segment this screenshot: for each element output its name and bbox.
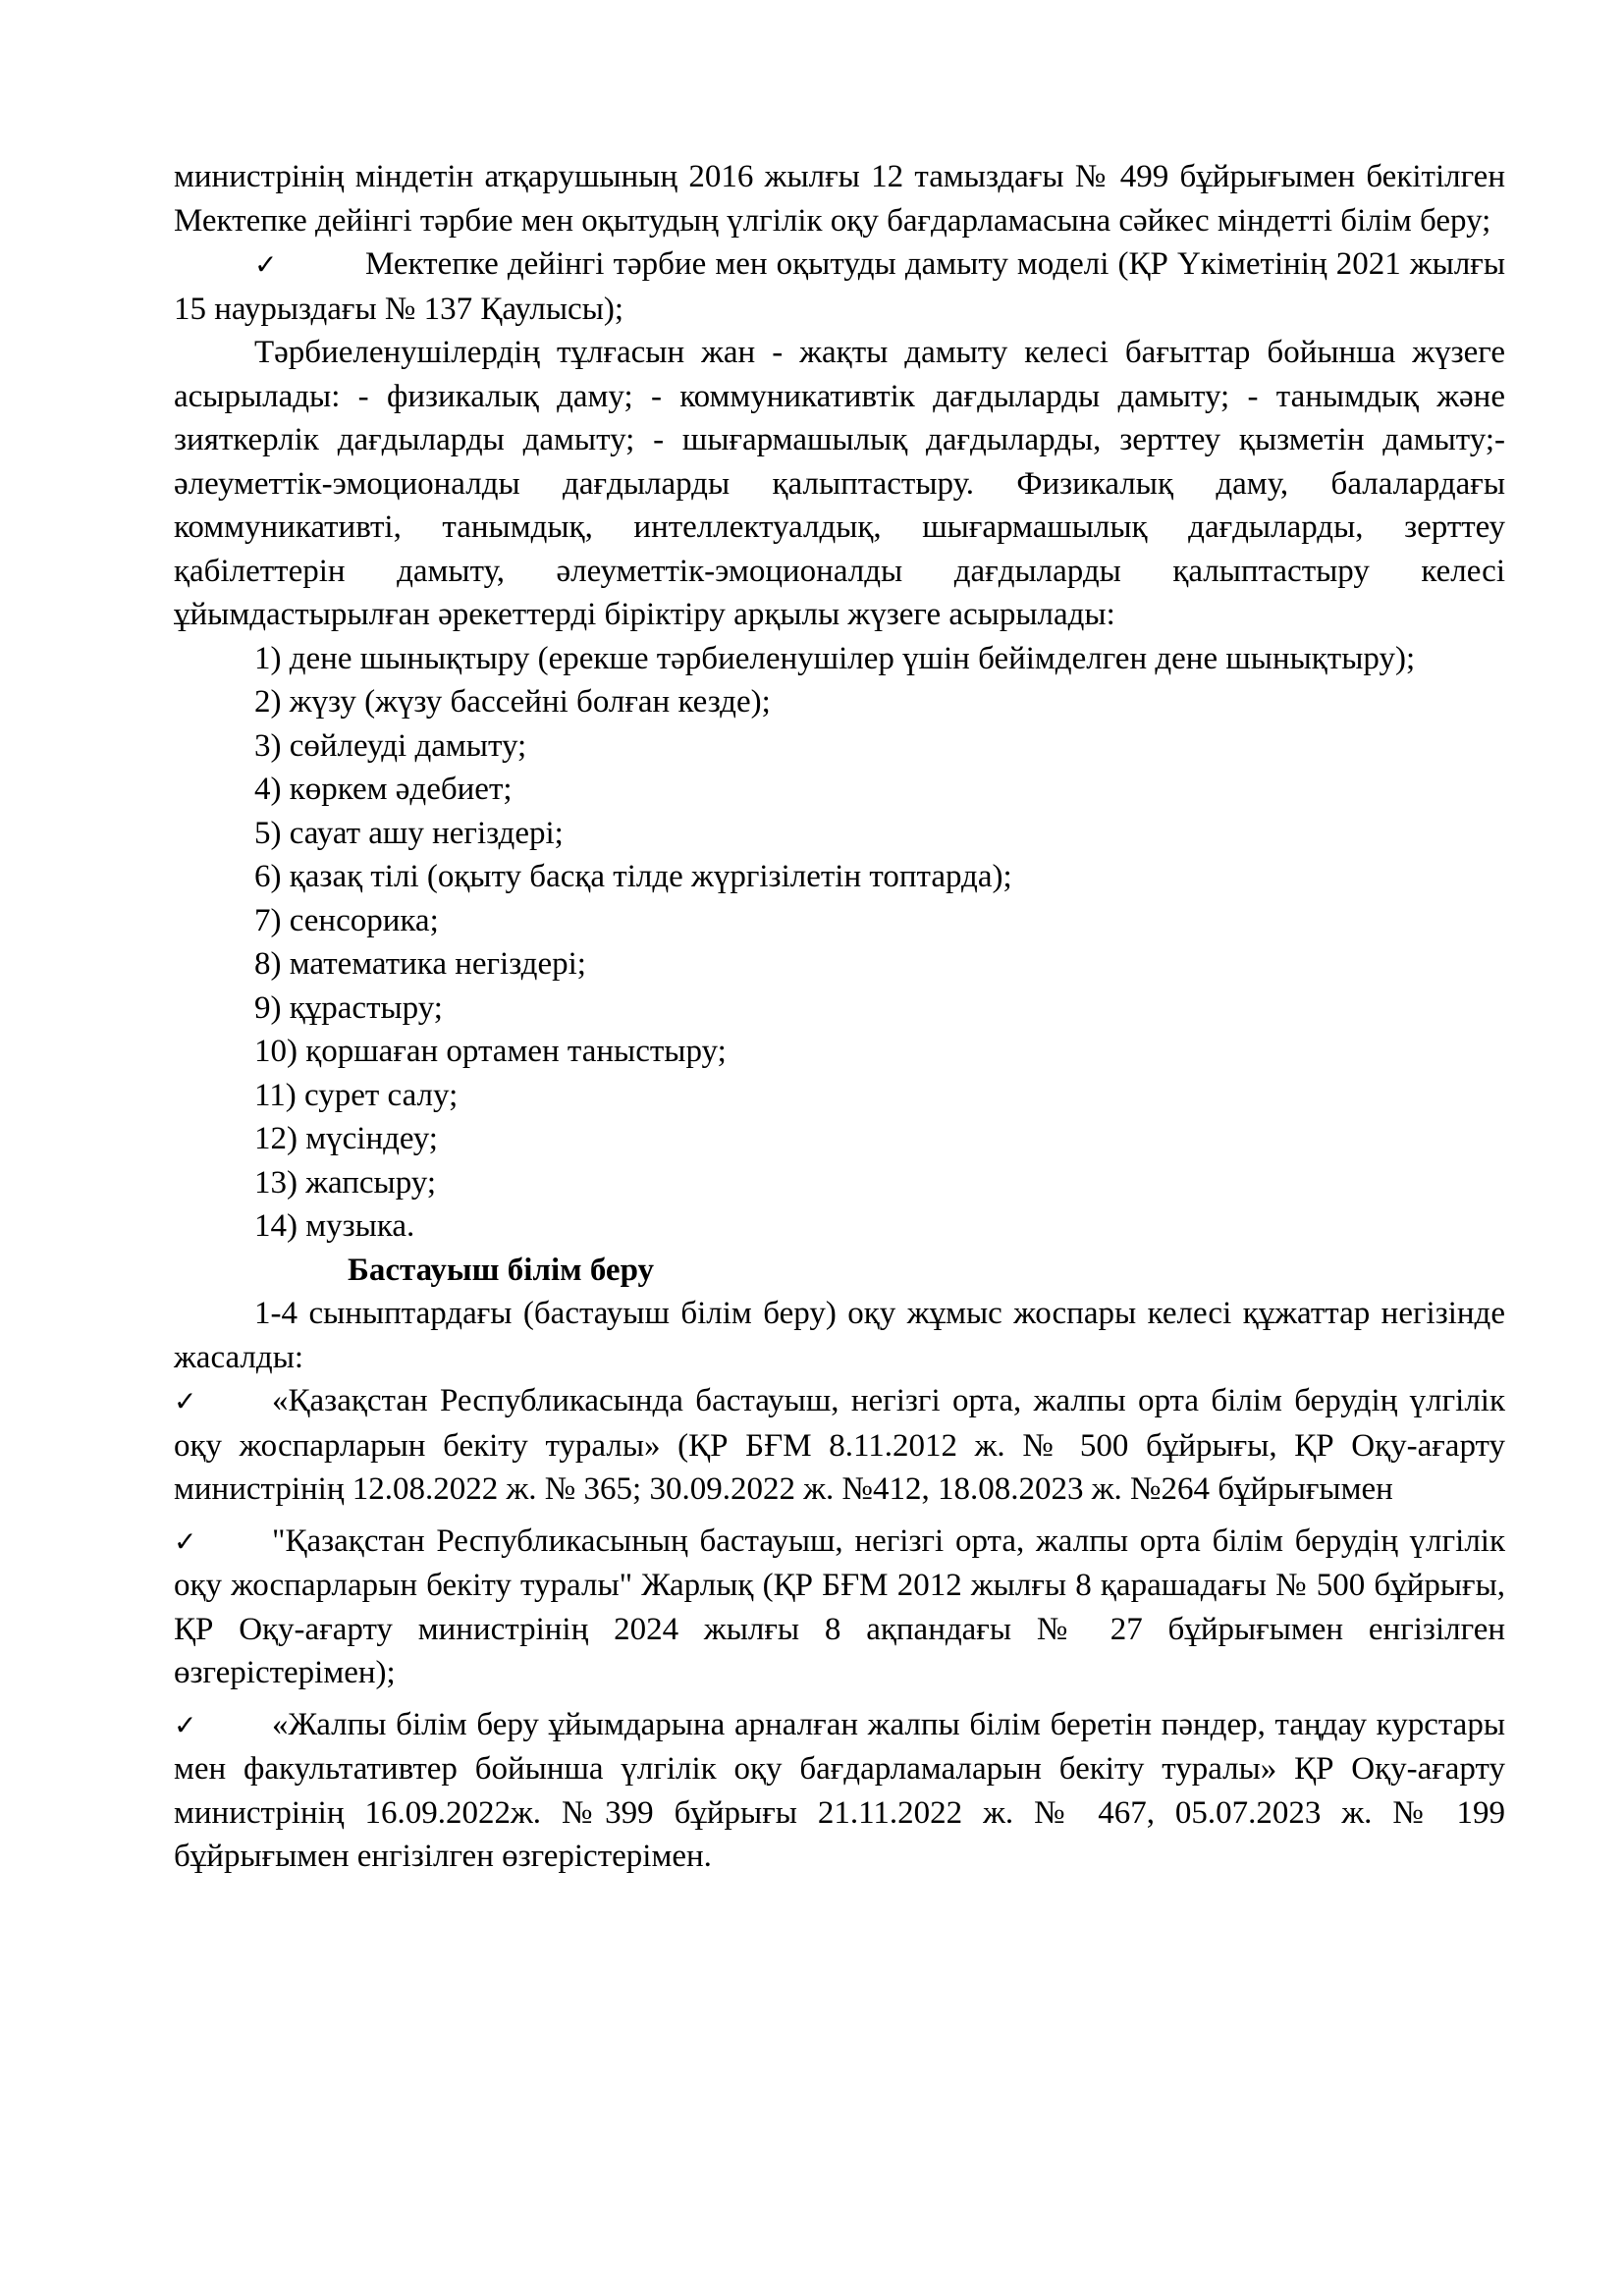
check-list-item [174,242,1505,331]
activity-item: 3) сөйлеуді дамыту; [254,727,527,764]
activity-item: 4) көркем әдебиет; [254,772,513,807]
activity-item: 14) музыка. [254,1208,415,1244]
check-item-text: «Қазақстан Республикасында бастауыш, негізгі орта, жалпы орта білім берудің үлгілік оқу жоспарларын бекіту туралы» (ҚР БҒМ 8.11.2012 ж. № 500 бұйрығы, ҚР Оқу-ағарту министрінің 12.08.2022 ж. № 365; 30.09.2022 ж. №412, 18.08.2023 ж. №264 бұйрығымен [174,1383,1505,1507]
activity-item: 5) сауат ашу негіздері; [254,815,564,851]
intro-paragraph: министрінің міндетін атқарушының 2016 жылғы 12 тамыздағы № 499 бұйрығымен бекітілген Мектепке дейінгі тәрбие мен оқытудың үлгілік оқу бағдарламасына сәйкес міндетті білім беру; [174,159,1505,239]
checkmark-icon: ✓ [174,1524,197,1558]
activity-item: 12) мүсіндеу; [254,1121,438,1156]
activity-item: 2) жүзу (жүзу бассейні болған кезде); [254,684,771,720]
activity-item: 1) дене шынықтыру (ерекше тәрбиеленушілер үшін бейімделген дене шынықтыру); [254,640,1416,676]
activity-item: 8) математика негіздері; [254,946,586,982]
activity-item: 7) сенсорика; [254,902,439,938]
activity-item: 11) сурет салу; [254,1077,459,1113]
section-heading: Бастауыш білім беру [348,1252,654,1288]
activity-item: 9) құрастыру; [254,989,443,1026]
check-item-text: "Қазақстан Республикасының бастауыш, негізгі орта, жалпы орта білім берудің үлгілік оқу жоспарларын бекіту туралы" Жарлық (ҚР БҒМ 2012 жылғы 8 қарашадағы № 500 бұйрығы, ҚР Оқу-ағарту министрінің 2024 жылғы 8 ақпандағы № 27 бұйрығымен енгізілген өзгерістерімен); [174,1522,1505,1690]
check-list-item [174,1520,1505,1695]
checkmark-icon: ✓ [174,1708,197,1741]
check-list-item [174,1703,1505,1879]
development-paragraph: Тәрбиеленушілердің тұлғасын жан - жақты дамыту келесі бағыттар бойынша жүзеге асырылады: - физикалық даму; - коммуникативтік дағдыларды дамыту; - танымдық және зияткерлік дағдыларды дамыту; - шығармашылық дағдыларды, зерттеу қызметін дамыту;-әлеуметтік-эмоционалды дағдыларды қалыптастыру. Физикалық даму, балалардағы коммуникативті, танымдық, интеллектуалдық, шығармашылық дағдыларды, зерттеу қабілеттерін дамыту, әлеуметтік-эмоционалды дағдыларды қалыптастыру келесі ұйымдастырылған әрекеттерді біріктіру арқылы жүзеге асырылады: [174,335,1505,632]
activity-item: 10) қоршаған ортамен таныстыру; [254,1034,727,1069]
check-item-text: «Жалпы білім беру ұйымдарына арналған жалпы білім беретін пәндер, таңдау курстары мен факультативтер бойынша үлгілік оқу бағдарламаларын бекіту туралы» ҚР Оқу-ағарту министрінің 16.09.2022ж. №399 бұйрығы 21.11.2022 ж. № 467, 05.07.2023 ж. № 199 бұйрығымен енгізілген өзгерістерімен. [174,1706,1505,1874]
primary-intro-paragraph: 1-4 сыныптардағы (бастауыш білім беру) оқу жұмыс жоспары келесі құжаттар негізінде жасалды: [174,1296,1505,1375]
checkmark-icon: ✓ [254,248,278,281]
activity-item: 6) қазақ тілі (оқыту басқа тілде жүргізілетін топтарда); [254,859,1012,894]
checkmark-icon: ✓ [174,1385,197,1417]
check-item-text: Мектепке дейінгі тәрбие мен оқытуды дамыту моделі (ҚР Үкіметінің 2021 жылғы 15 наурыздағы № 137 Қаулысы); [174,246,1505,327]
document-page [174,155,1505,1879]
check-list-item [174,1379,1505,1512]
activity-item: 13) жапсыру; [254,1164,437,1201]
